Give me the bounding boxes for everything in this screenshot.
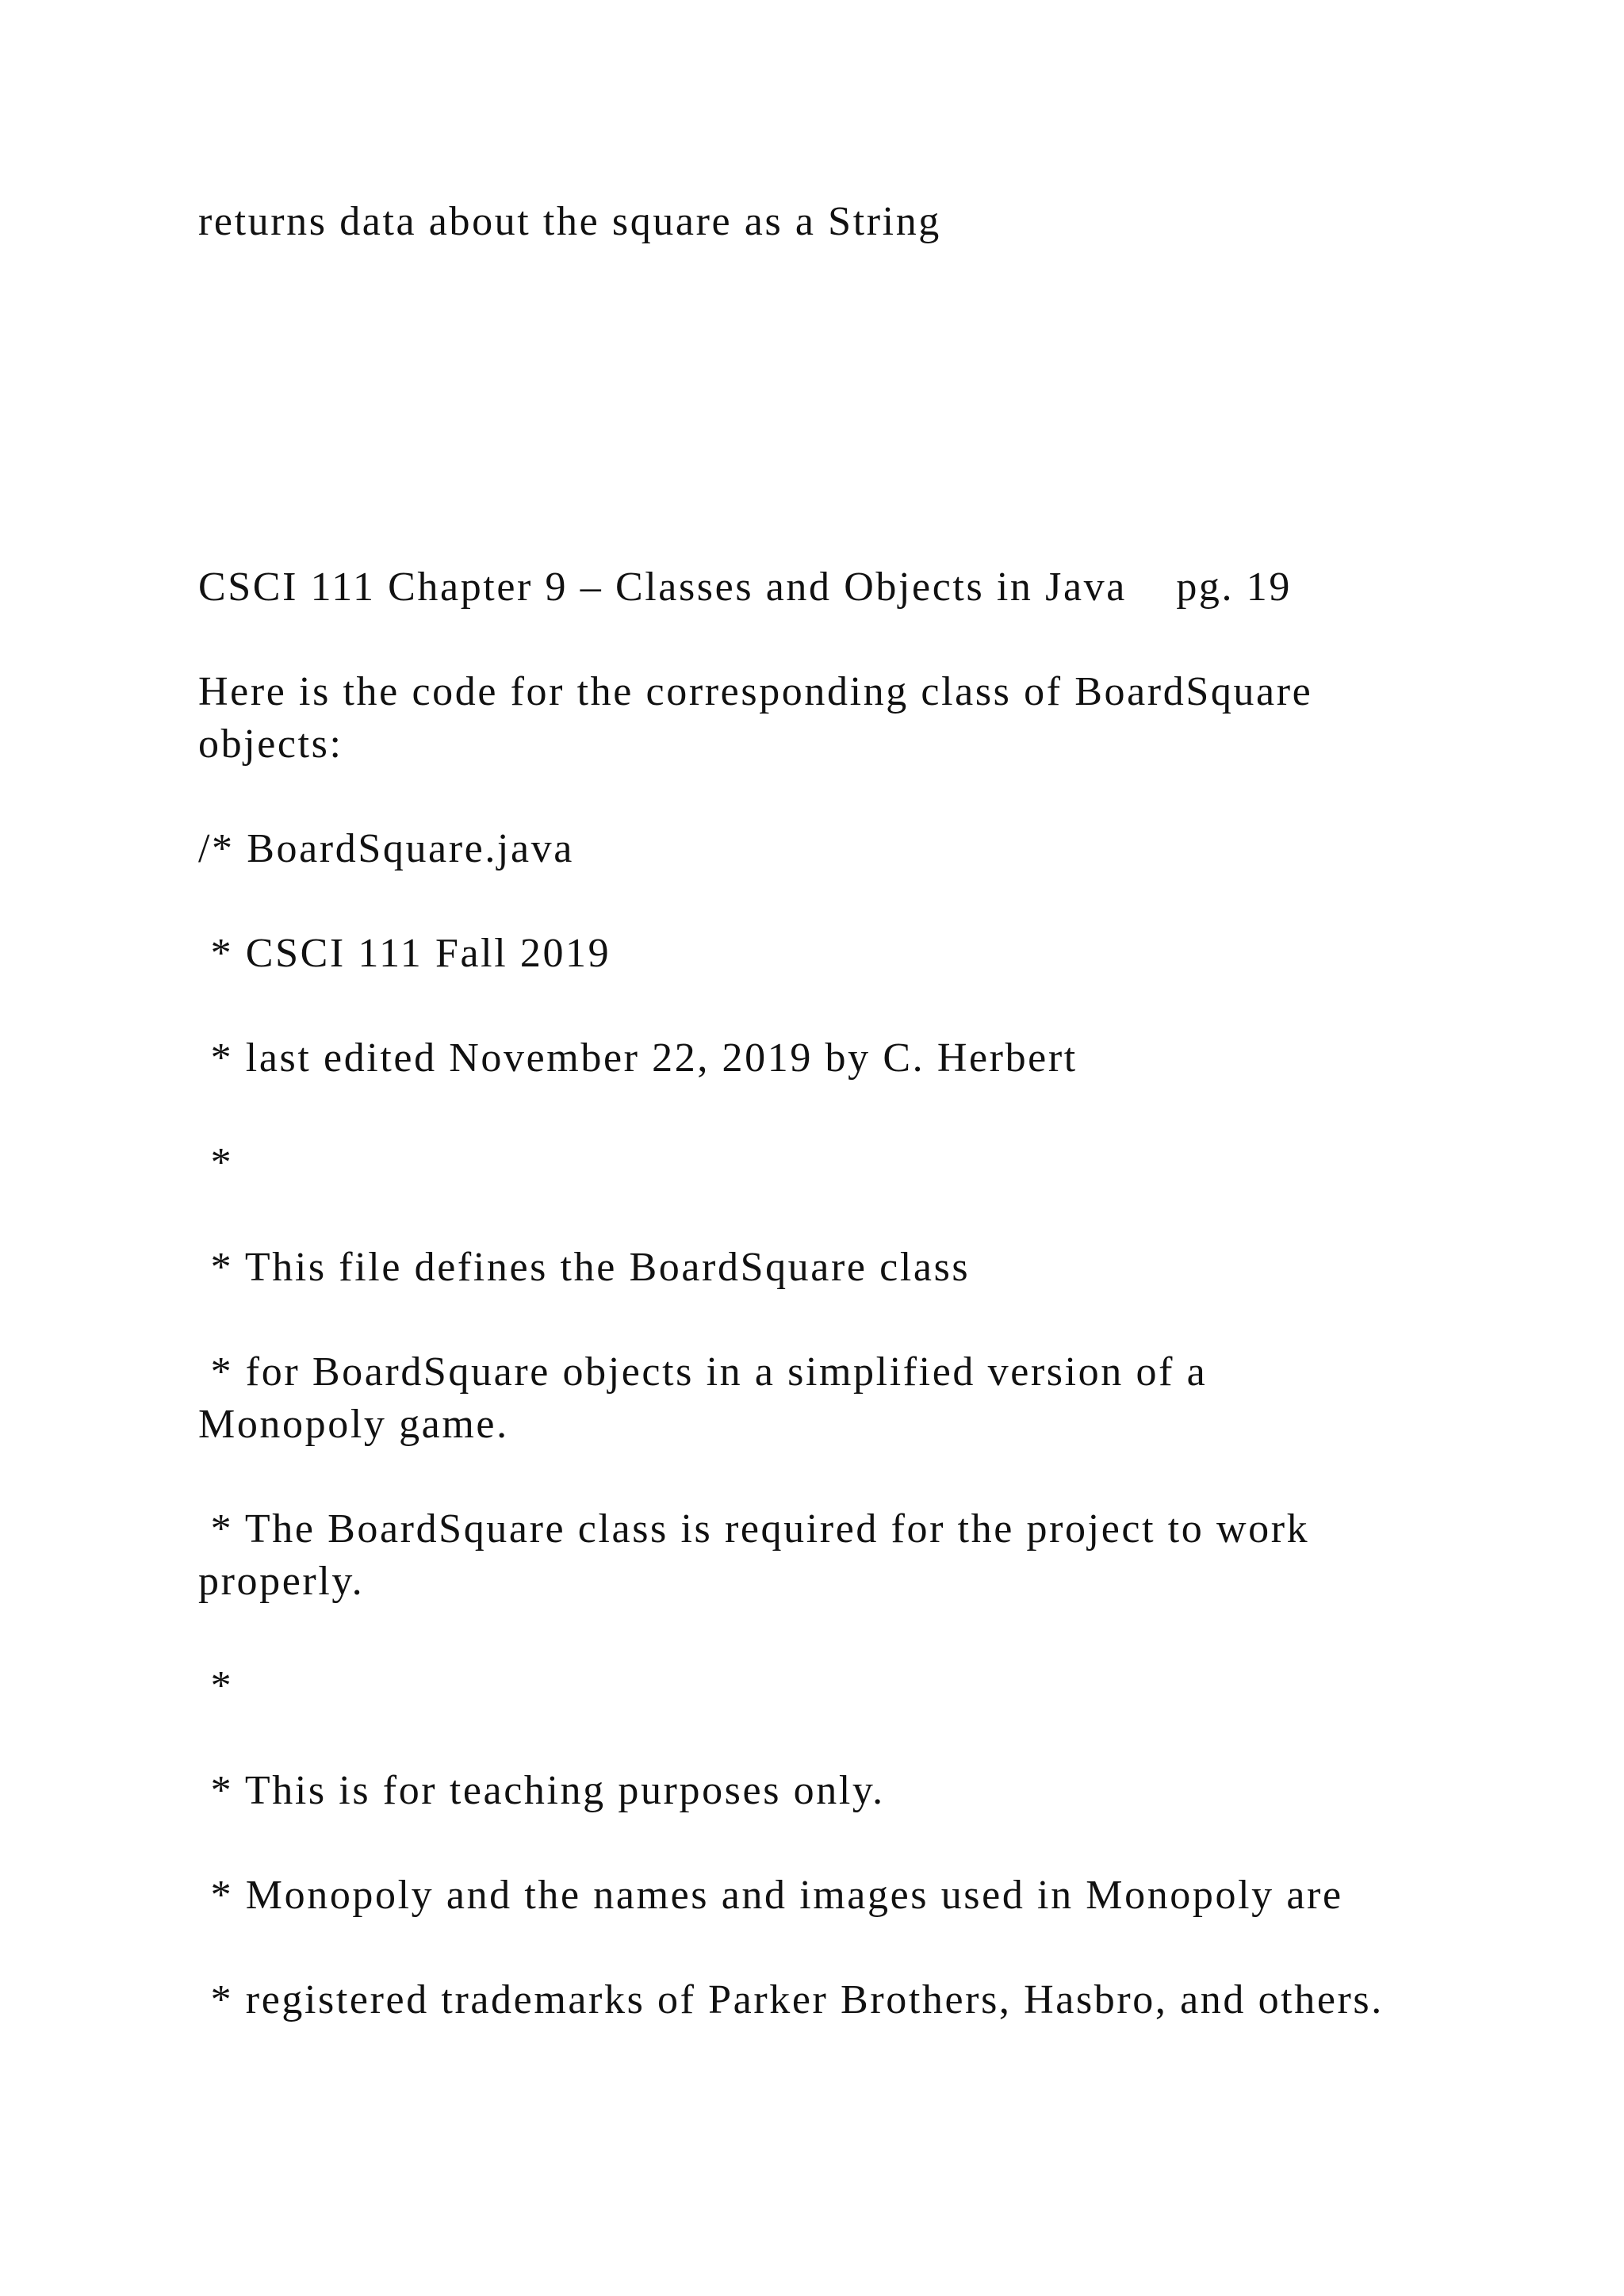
code-comment-line: * registered trademarks of Parker Brothers, Hasbro, and others. bbox=[198, 1977, 1384, 2022]
code-comment-line: * bbox=[198, 1140, 234, 1185]
code-comment-line: properly. bbox=[198, 1559, 365, 1604]
code-comment-line: * This is for teaching purposes only. bbox=[198, 1768, 885, 1813]
code-comment-line: /* BoardSquare.java bbox=[198, 826, 574, 871]
description-line: objects: bbox=[198, 721, 343, 767]
page-header: CSCI 111 Chapter 9 – Classes and Objects in Java pg. 19 bbox=[198, 564, 1292, 610]
code-comment-line: * bbox=[198, 1663, 234, 1709]
code-comment-line: * CSCI 111 Fall 2019 bbox=[198, 931, 611, 976]
code-comment-line: Monopoly game. bbox=[198, 1402, 509, 1447]
code-comment-line: * for BoardSquare objects in a simplified version of a bbox=[198, 1349, 1208, 1395]
intro-line: returns data about the square as a String bbox=[198, 199, 941, 244]
code-comment-line: * last edited November 22, 2019 by C. Herbert bbox=[198, 1035, 1078, 1081]
code-comment-line: * This file defines the BoardSquare class bbox=[198, 1245, 971, 1290]
code-comment-line: * Monopoly and the names and images used in Monopoly are bbox=[198, 1873, 1343, 1918]
description-line: Here is the code for the corresponding class of BoardSquare bbox=[198, 669, 1313, 714]
code-comment-line: * The BoardSquare class is required for the project to work bbox=[198, 1506, 1310, 1552]
